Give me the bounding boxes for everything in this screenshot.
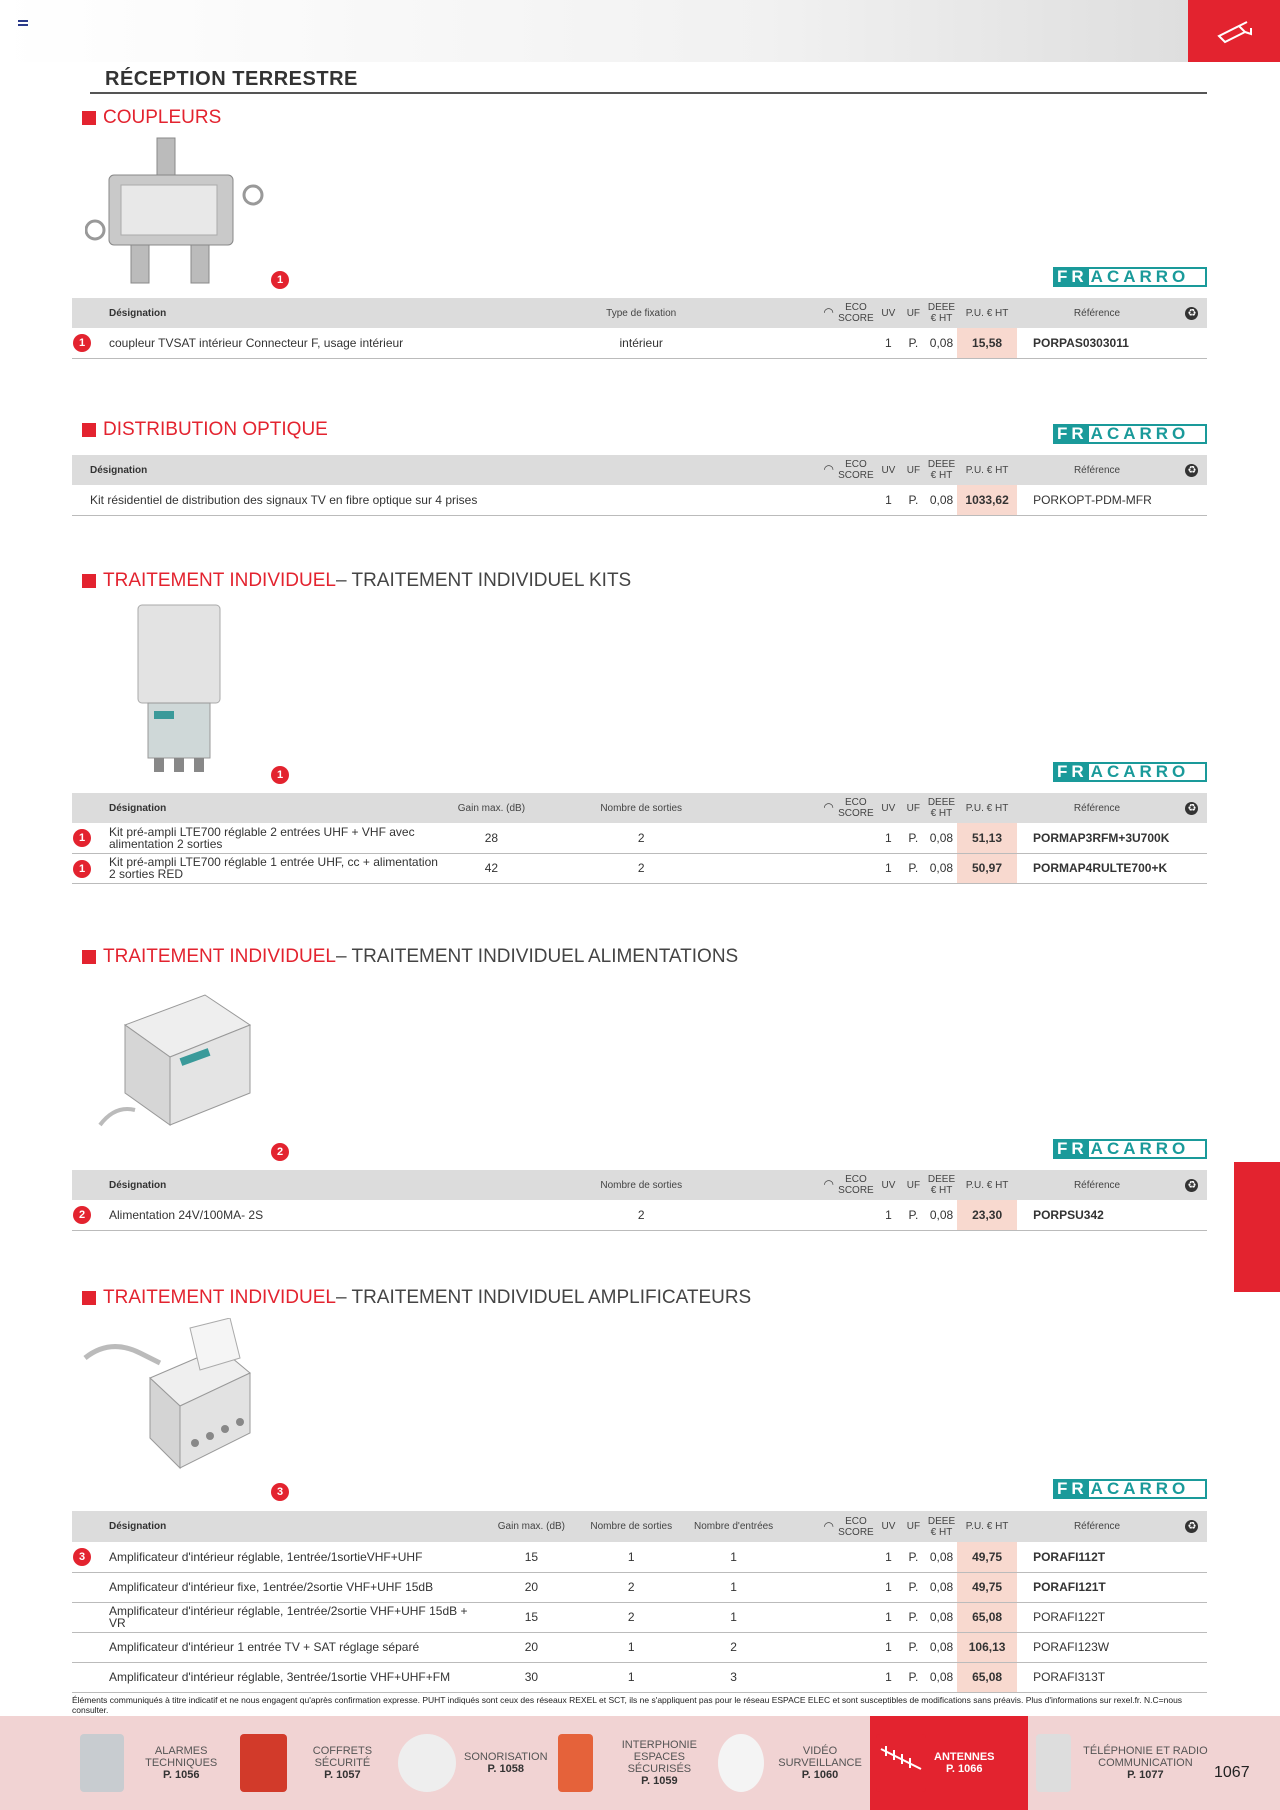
table-row[interactable]: 2 Alimentation 24V/100MA- 2S 2 1 P. 0,08 23,30 PORPSU342 <box>72 1200 1207 1230</box>
recycle-icon: ♻ <box>1177 455 1207 485</box>
col-uf: UF <box>906 307 921 319</box>
recycle-icon: ♻ <box>1177 793 1207 823</box>
row-badge: 1 <box>73 334 91 352</box>
fracarro-logo: FR ACARRO <box>1053 1139 1207 1159</box>
hamburger-icon[interactable] <box>18 20 28 28</box>
col-designation: Désignation <box>109 307 167 319</box>
amplifier-product-image <box>80 1318 255 1498</box>
coupleurs-table <box>72 298 1207 359</box>
page-number: 1067 <box>1214 1764 1250 1781</box>
product-badge: 2 <box>271 1143 289 1161</box>
section-heading-alimentations: TRAITEMENT INDIVIDUEL – TRAITEMENT INDIVIDUEL ALIMENTATIONS <box>82 946 738 968</box>
table-row[interactable]: 3 Amplificateur d'intérieur réglable, 1entrée/1sortieVHF+UHF 15 1 1 1 P. 0,08 49,75 PORAFI112T <box>72 1542 1207 1572</box>
table-row[interactable] <box>72 328 1207 358</box>
row-deee: 0,08 <box>926 328 957 358</box>
table-row[interactable]: Amplificateur d'intérieur 1 entrée TV + SAT réglage séparé 20 1 2 1 P. 0,08 106,13 PORAFI123W <box>72 1632 1207 1662</box>
nav-item-video[interactable]: VIDÉO SURVEILLANCE P. 1060 <box>718 1716 868 1810</box>
row-type: intérieur <box>541 328 741 358</box>
amplificateurs-table <box>72 1511 1207 1693</box>
product-badge: 3 <box>271 1483 289 1501</box>
table-header-row: Désignation ◠ ECO SCORE UV UF DEEE € HT P.U. € HT Référence ♻ <box>72 455 1207 485</box>
row-price: 15,58 <box>957 328 1017 358</box>
row-price: 1033,62 <box>957 485 1017 515</box>
section-title: DISTRIBUTION OPTIQUE <box>103 419 328 440</box>
alimentations-table <box>72 1170 1207 1231</box>
table-row[interactable]: Kit résidentiel de distribution des signaux TV en fibre optique sur 4 prises 1 P. 0,08 1033,62 PORKOPT-PDM-MFR <box>72 485 1207 515</box>
row-designation: coupleur TVSAT intérieur Connecteur F, usage intérieur <box>109 335 404 350</box>
fracarro-logo: FR ACARRO <box>1053 762 1207 782</box>
col-deee: DEEE € HT <box>927 302 956 324</box>
recycle-icon: ♻ <box>1177 1511 1207 1542</box>
fracarro-logo: FR ACARRO <box>1053 267 1207 287</box>
recycle-icon: ♻ <box>1177 298 1207 328</box>
table-row[interactable]: Amplificateur d'intérieur réglable, 1entrée/2sortie VHF+UHF 15dB + VR 15 2 1 1 P. 0,08 65,08 PORAFI122T <box>72 1602 1207 1632</box>
alarm-panel-icon <box>80 1734 124 1792</box>
nav-item-interphonie[interactable]: INTERPHONIE ESPACES SÉCURISÉS P. 1059 <box>558 1716 718 1810</box>
row-reference: PORKOPT-PDM-MFR <box>1017 485 1177 515</box>
kit-product-image <box>130 603 230 788</box>
product-badge: 1 <box>271 766 289 784</box>
row-designation: Kit résidentiel de distribution des signaux TV en fibre optique sur 4 prises <box>72 485 741 515</box>
nav-item-telephonie[interactable]: TÉLÉPHONIE ET RADIO COMMUNICATION P. 1077 <box>1036 1716 1212 1810</box>
row-reference: PORPAS0303011 <box>1017 328 1177 358</box>
section-heading-coupleurs <box>82 107 221 129</box>
telephone-icon <box>1036 1734 1071 1792</box>
page-title: RÉCEPTION TERRESTRE <box>105 68 358 90</box>
wifi-icon: ◠ <box>823 305 834 319</box>
fracarro-logo: FR ACARRO <box>1053 1479 1207 1499</box>
col-eco-score: ECO SCORE <box>838 302 874 324</box>
kits-table <box>72 793 1207 884</box>
table-row[interactable]: Amplificateur d'intérieur réglable, 3entrée/1sortie VHF+UHF+FM 30 1 3 1 P. 0,08 65,08 PORAFI313T <box>72 1662 1207 1692</box>
table-header-row: Désignation Nombre de sorties ◠ ECO SCORE UV UF DEEE € HT P.U. € HT Référence ♻ <box>72 1170 1207 1200</box>
recycle-icon: ♻ <box>1177 1170 1207 1200</box>
power-supply-product-image <box>95 985 255 1150</box>
antenna-icon <box>876 1734 926 1792</box>
col-pu: P.U. € HT <box>965 307 1009 319</box>
nav-item-sonorisation[interactable]: SONORISATION P. 1058 <box>398 1716 548 1810</box>
nav-item-alarmes[interactable]: ALARMES TECHNIQUES P. 1056 <box>80 1716 230 1810</box>
nav-item-coffrets[interactable]: COFFRETS SÉCURITÉ P. 1057 <box>240 1716 390 1810</box>
table-header-row: Désignation Gain max. (dB) Nombre de sorties ◠ ECO SCORE UV UF DEEE € HT P.U. € HT Référence ♻ <box>72 793 1207 823</box>
product-badge: 1 <box>271 271 289 289</box>
col-reference: Référence <box>1073 307 1121 319</box>
safety-box-icon <box>240 1734 287 1792</box>
coupler-product-image <box>85 135 265 295</box>
col-uv: UV <box>881 307 896 319</box>
footnote: Éléments communiqués à titre indicatif et ne nous engagent qu'après confirmation expresse. PUHT indiqués sont ceux des réseaux REXEL et SCT, ils ne s'appliquent pas pour le réseau ESPACE ELEC et sont susceptibles de modifications sans préavis. Plus d'informations sur rexel.fr. N.C=nous consulter. <box>72 1695 1183 1715</box>
side-tab[interactable] <box>1234 1162 1280 1292</box>
row-uv: 1 <box>876 328 901 358</box>
section-title: COUPLEURS <box>103 107 222 128</box>
table-header-row <box>72 298 1207 328</box>
section-heading-amplificateurs: TRAITEMENT INDIVIDUEL – TRAITEMENT INDIVIDUEL AMPLIFICATEURS <box>82 1287 751 1309</box>
title-rule <box>90 92 1207 94</box>
distribution-table <box>72 455 1207 516</box>
wifi-icon: ◠ <box>823 1177 834 1191</box>
section-heading-kits: TRAITEMENT INDIVIDUEL – TRAITEMENT INDIVIDUEL KITS <box>82 570 631 592</box>
top-bar <box>0 0 1280 62</box>
wifi-icon: ◠ <box>823 462 834 476</box>
intercom-icon <box>558 1734 593 1792</box>
table-header-row: Désignation Gain max. (dB) Nombre de sorties Nombre d'entrées ◠ ECO SCORE UV UF DEEE € HT P.U. € HT Référence ♻ <box>72 1511 1207 1542</box>
nav-item-antennes[interactable]: ANTENNES P. 1066 <box>870 1716 1028 1810</box>
heading-square <box>82 111 96 125</box>
table-row[interactable]: Amplificateur d'intérieur fixe, 1entrée/2sortie VHF+UHF 15dB 20 2 1 1 P. 0,08 49,75 PORAFI121T <box>72 1572 1207 1602</box>
wifi-icon: ◠ <box>823 800 834 814</box>
speaker-icon <box>398 1734 456 1792</box>
table-row[interactable]: 1 Kit pré-ampli LTE700 réglable 1 entrée UHF, cc + alimentation 2 sorties RED 42 2 1 P. 0,08 50,97 PORMAP4RULTE700+K <box>72 853 1207 883</box>
col-type-fixation: Type de fixation <box>606 307 677 319</box>
row-uf: P. <box>901 328 926 358</box>
wifi-icon: ◠ <box>823 1518 834 1533</box>
security-camera-icon[interactable] <box>1188 0 1280 62</box>
table-row[interactable]: 1 Kit pré-ampli LTE700 réglable 2 entrées UHF + VHF avec alimentation 2 sorties 28 2 1 P. 0,08 51,13 PORMAP3RFM+3U700K <box>72 823 1207 853</box>
camera-dome-icon <box>718 1734 764 1792</box>
fracarro-logo: FR ACARRO <box>1053 424 1207 444</box>
bottom-nav <box>0 1716 1280 1810</box>
section-heading-distribution <box>82 419 328 441</box>
